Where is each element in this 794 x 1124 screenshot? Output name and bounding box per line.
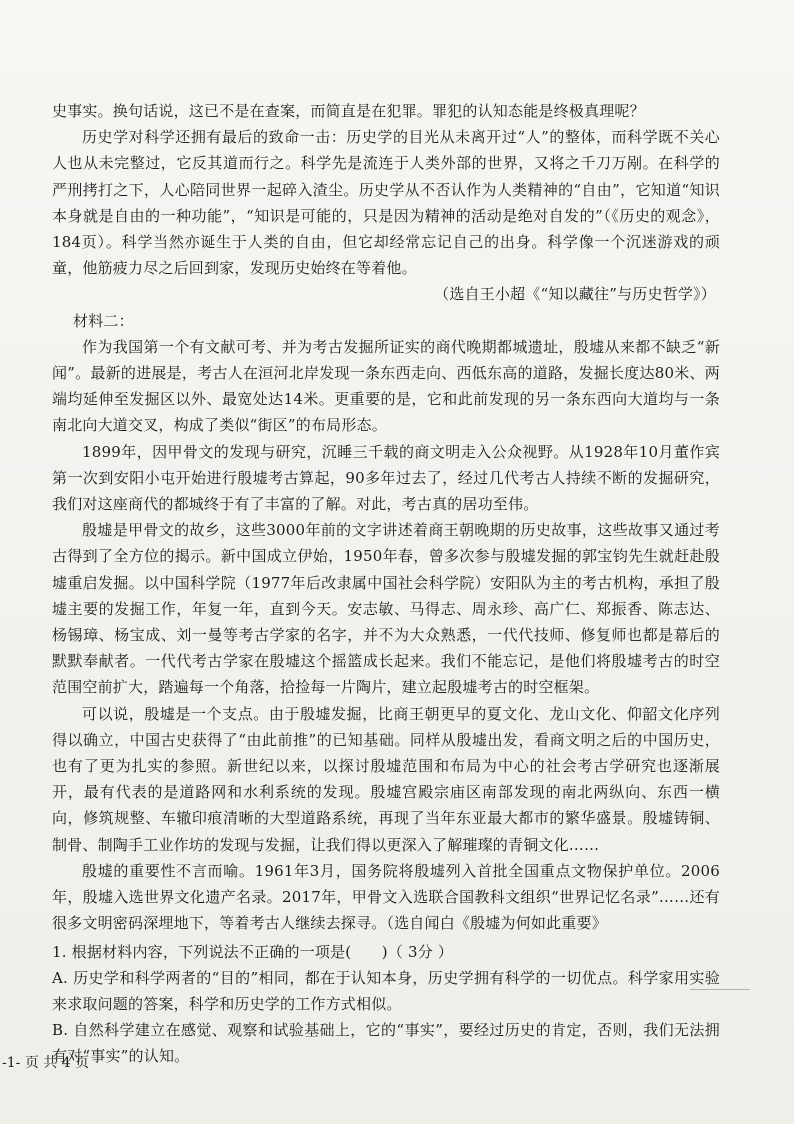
- paragraph-oracle-bones: 1899年，因甲骨文的发现与研究，沉睡三千载的商文明走入公众视野。从1928年10月董作宾第一次到安阳小屯开始进行殷墟考古算起，90多年过去了，经过几代考古人持续不断的发掘研究，我们对这座商代的都城终于有了丰富的了解。对此，考古真的居功至伟。: [52, 442, 720, 514]
- scan-artifact-line: [690, 989, 750, 990]
- question-stem: 1. 根据材料内容，下列说法不正确的一项是( )（ 3分 ）: [52, 942, 454, 961]
- paragraph-fulcrum: 可以说，殷墟是一个支点。由于殷墟发掘，比商王朝更早的夏文化、龙山文化、仰韶文化序列得以确立，中国古史获得了“由此前推”的已知基础。同样从殷墟出发，看商文明之后的中国历史，也有了更为扎实的参照。新世纪以来，以探讨殷墟范围和布局为中心的社会考古学研究也逐渐展开，最有代表的是道路网和水利系统的发现。殷墟宫殿宗庙区南部发现的南北两纵向、东西一横向，修筑规整、车辙印痕清晰的大型道路系统，再现了当年东亚最大都市的繁华盛景。殷墟铸铜、制骨、制陶手工业作坊的发现与发掘，让我们得以更深入了解璀璨的青铜文化……: [52, 704, 720, 854]
- question-option-a: A. 历史学和科学两者的“目的”相同，都在于认知本身，历史学拥有科学的一切优点。科学家用实验来求取问题的答案，科学和历史学的工作方式相似。: [52, 968, 720, 1013]
- material-two-label: 材料二：: [73, 311, 134, 330]
- paragraph-importance: 殷墟的重要性不言而喻。1961年3月，国务院将殷墟列入首批全国重点文物保护单位。2006年，殷墟入选世界文化遗产名录。2017年，甲骨文入选联合国教科文组织“世界记忆名录”……还有很多文明密码深埋地下，等着考古人继续去探寻。（选自闻白《殷墟为何如此重要》: [52, 861, 720, 933]
- question-option-b: B. 自然科学建立在感觉、观察和试验基础上，它的“事实”，要经过历史的肯定，否则，我们无法拥有对“事实”的认知。: [52, 1021, 720, 1066]
- paragraph-yinxu-news: 作为我国第一个有文献可考、并为考古发掘所证实的商代晚期都城遗址，殷墟从来都不缺乏“新闻”。最新的进展是，考古人在洹河北岸发现一条东西走向、西低东高的道路，发掘长度达80米、两端均延伸至发掘区以外、最宽处达14米。更重要的是，它和此前发现的另一条东西向大道均与一条南北向大道交叉，构成了类似“街区”的布局形态。: [52, 337, 720, 435]
- paragraph-archaeologists: 殷墟是甲骨文的故乡，这些3000年前的文字讲述着商王朝晚期的历史故事，这些故事又通过考古得到了全方位的揭示。新中国成立伊始，1950年春，曾多次参与殷墟发掘的郭宝钧先生就赶赴殷墟重启发掘。以中国科学院（1977年后改隶属中国社会科学院）安阳队为主的考古机构，承担了殷墟主要的发掘工作，年复一年，直到今天。安志敏、马得志、周永珍、高广仁、郑振香、陈志达、杨锡璋、杨宝成、刘一曼等考古学家的名字，并不为大众熟悉，一代代技师、修复师也都是幕后的默默奉献者。一代代考古学家在殷墟这个摇篮成长起来。我们不能忘记，是他们将殷墟考古的时空范围空前扩大，踏遍每一个角落，拾捡每一片陶片，建立起殷墟考古的时空框架。: [52, 521, 720, 697]
- source-citation-1: （选自王小超《“知以藏往”与历史哲学》）: [434, 285, 716, 304]
- paragraph-history-vs-science: 历史学对科学还拥有最后的致命一击：历史学的目光从未离开过“人”的整体，而科学既不关心人也从未完整过，它反其道而行之。科学先是流连于人类外部的世界，又将之千刀万剐。在科学的严刑拷打之下，人心陪同世界一起碎入渣尘。历史学从不否认作为人类精神的“自由”，它知道“知识本身就是自由的一种功能”，“知识是可能的，只是因为精神的活动是绝对自发的”（《历史的观念》，184页）。科学当然亦诞生于人类的自由，但它却经常忘记自己的出身。科学像一个沉迷游戏的顽童，他筋疲力尽之后回到家，发现历史始终在等着他。: [52, 128, 720, 278]
- reading-passage: [52, 98, 720, 1070]
- paragraph-continuation: 史事实。换句话说，这已不是在查案，而简直是在犯罪。罪犯的认知态能是终极真理呢？: [52, 102, 645, 120]
- page-footer: -1- 页 共 4 页: [2, 1055, 90, 1071]
